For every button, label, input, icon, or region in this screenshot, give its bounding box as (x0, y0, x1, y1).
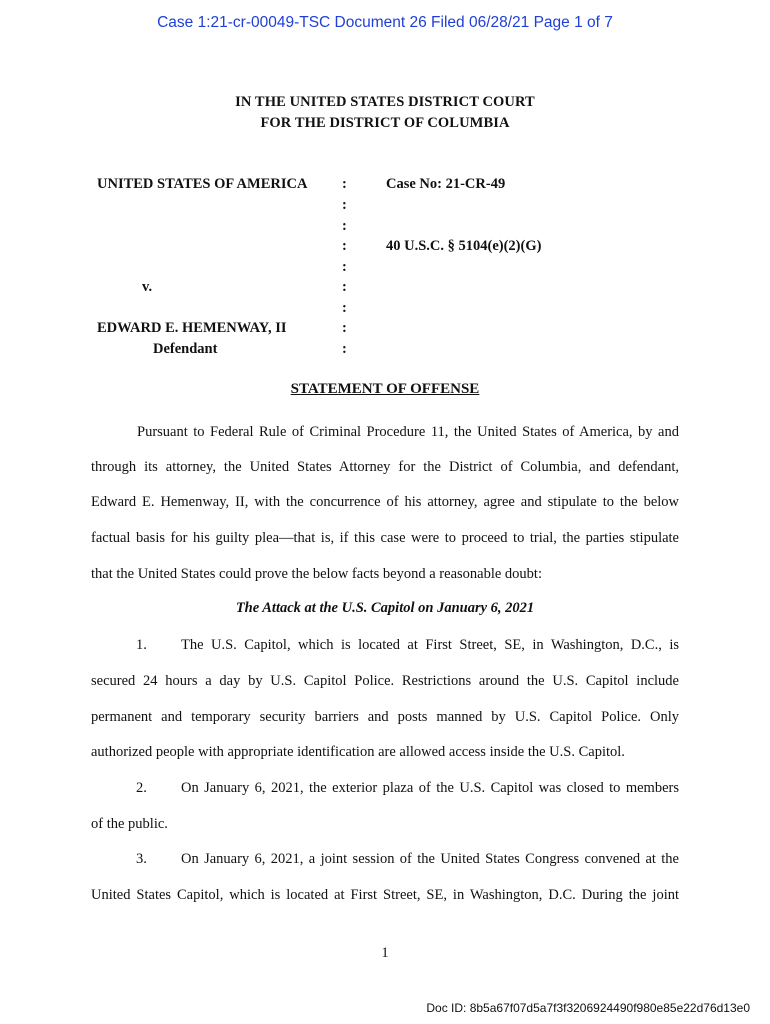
caption-colon: : (342, 238, 347, 254)
body-line: secured 24 hours a day by U.S. Capitol Police. Restrictions around the U.S. Capitol include (91, 673, 679, 689)
body-line: On January 6, 2021, a joint session of the United States Congress convened at the (181, 851, 679, 867)
caption-colon: : (342, 320, 347, 336)
caption-colon: : (342, 341, 347, 357)
body-line: Edward E. Hemenway, II, with the concurrence of his attorney, agree and stipulate to the below (91, 494, 679, 510)
versus-label: v. (142, 279, 153, 295)
document-title: STATEMENT OF OFFENSE (290, 381, 480, 397)
court-name-line1: IN THE UNITED STATES DISTRICT COURT (235, 94, 535, 110)
body-line: through its attorney, the United States Attorney for the District of Columbia, and defendant, (91, 459, 679, 475)
body-line: factual basis for his guilty plea—that is, if this case were to proceed to trial, the parties stipulate (91, 530, 679, 546)
caption-colon: : (342, 218, 347, 234)
caption-colon: : (342, 259, 347, 275)
court-name-line2: FOR THE DISTRICT OF COLUMBIA (260, 115, 510, 131)
statute-citation: 40 U.S.C. § 5104(e)(2)(G) (386, 238, 542, 254)
body-line: authorized people with appropriate identification are allowed access inside the U.S. Capitol. (91, 744, 625, 760)
caption-colon: : (342, 300, 347, 316)
body-line: permanent and temporary security barriers and posts manned by U.S. Capitol Police. Only (91, 709, 679, 725)
body-line: On January 6, 2021, the exterior plaza of the U.S. Capitol was closed to members (181, 780, 679, 796)
paragraph-number: 2. (136, 780, 147, 796)
body-line: The U.S. Capitol, which is located at First Street, SE, in Washington, D.C., is (181, 637, 679, 653)
caption-colon: : (342, 176, 347, 192)
section-heading: The Attack at the U.S. Capitol on January 6, 2021 (235, 600, 535, 616)
page-number: 1 (381, 945, 389, 961)
defendant-label: Defendant (153, 341, 218, 357)
paragraph-number: 3. (136, 851, 147, 867)
paragraph-number: 1. (136, 637, 147, 653)
body-line: Pursuant to Federal Rule of Criminal Procedure 11, the United States of America, by and (137, 424, 679, 440)
plaintiff-name: UNITED STATES OF AMERICA (97, 176, 308, 192)
body-line: of the public. (91, 816, 168, 832)
defendant-name: EDWARD E. HEMENWAY, II (97, 320, 287, 336)
body-line: United States Capitol, which is located at First Street, SE, in Washington, D.C. During the joint (91, 887, 679, 903)
caption-colon: : (342, 197, 347, 213)
filing-stamp: Case 1:21-cr-00049-TSC Document 26 Filed 06/28/21 Page 1 of 7 (157, 14, 613, 31)
caption-colon: : (342, 279, 347, 295)
case-number: Case No: 21-CR-49 (386, 176, 506, 192)
document-id: Doc ID: 8b5a67f07d5a7f3f3206924490f980e85e22d76d13e0 (426, 1001, 750, 1015)
body-line: that the United States could prove the below facts beyond a reasonable doubt: (91, 566, 542, 582)
